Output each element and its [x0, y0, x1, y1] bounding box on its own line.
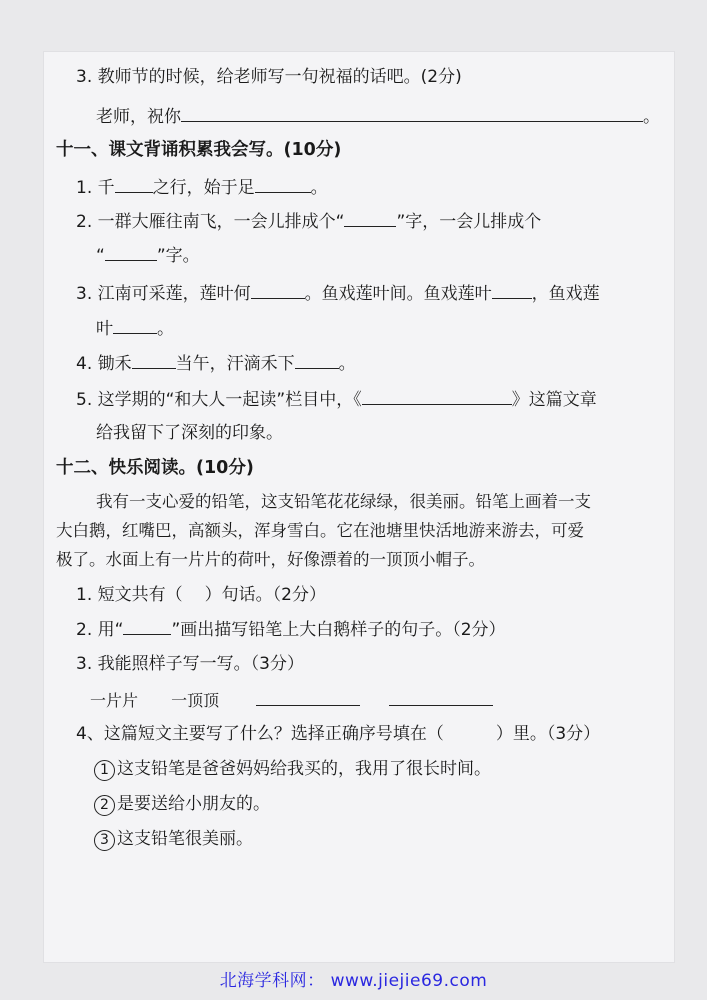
answer-blank[interactable] [105, 242, 157, 261]
question-11-4: 4. 锄禾 当午，汗滴禾下 。 [76, 350, 356, 376]
answer-blank[interactable] [251, 280, 305, 299]
question-12-4: 4、这篇短文主要写了什么？选择正确序号填在（ ）里。（3分） [76, 724, 601, 744]
question-12-1: 1. 短文共有（ ）句话。（2分） [76, 585, 326, 605]
answer-blank[interactable] [295, 350, 339, 369]
question-10-3: 3. 教师节的时候，给老师写一句祝福的话吧。(2分) [76, 67, 462, 87]
passage-line-2: 大白鹅，红嘴巴，高额头，浑身雪白。它在池塘里快活地游来游去，可爱 [56, 521, 584, 540]
footer-watermark: 北海学科网： www.jiejie69.com [219, 971, 488, 991]
section-11-heading: 十一、课文背诵积累我会写。(10分) [56, 140, 342, 160]
circled-number: 2 [94, 795, 115, 816]
option-3: 3 这支铅笔很美丽。 [94, 827, 253, 851]
circled-number: 1 [94, 760, 115, 781]
answer-blank[interactable] [362, 386, 512, 405]
answer-blank[interactable] [344, 208, 396, 227]
answer-blank[interactable] [181, 103, 643, 122]
question-11-3: 3. 江南可采莲，莲叶何 。鱼戏莲叶间。鱼戏莲叶 ，鱼戏莲 [76, 280, 600, 306]
question-12-3: 3. 我能照样子写一写。（3分） [76, 654, 304, 674]
answer-blank[interactable] [492, 280, 532, 299]
question-11-5: 5. 这学期的“和大人一起读”栏目中，《 》这篇文章 [76, 386, 597, 412]
passage-line-3: 极了。水面上有一片片的荷叶，好像漂着的一顶顶小帽子。 [56, 550, 485, 569]
example-row [90, 687, 493, 713]
question-11-2: 2. 一群大雁往南飞，一会儿排成个“ ”字，一会儿排成个 [76, 208, 541, 234]
section-12-heading: 十二、快乐阅读。(10分) [56, 458, 254, 478]
example-2: 一顶顶 [171, 691, 220, 710]
question-11-2-cont: “ ”字。 [96, 242, 200, 268]
circled-number: 3 [94, 830, 115, 851]
answer-blank[interactable] [113, 315, 157, 334]
question-11-5-cont: 给我留下了深刻的印象。 [96, 423, 283, 443]
answer-blank[interactable] [132, 350, 176, 369]
answer-blank[interactable] [389, 687, 493, 706]
answer-blank[interactable] [115, 174, 153, 193]
question-10-3-answer: 老师，祝你 。 [96, 103, 660, 129]
passage-line-1: 我有一支心爱的铅笔，这支铅笔花花绿绿，很美丽。铅笔上画着一支 [96, 492, 591, 511]
question-12-2: 2. 用“ ”画出描写铅笔上大白鹅样子的句子。（2分） [76, 616, 506, 642]
question-11-3-cont: 叶 。 [96, 315, 174, 341]
question-11-1: 1. 千 之行，始于足 。 [76, 174, 328, 200]
example-1: 一片片 [90, 691, 139, 710]
answer-blank[interactable] [255, 174, 311, 193]
underline-sample [123, 616, 171, 635]
answer-blank[interactable] [256, 687, 360, 706]
option-2: 2 是要送给小朋友的。 [94, 792, 270, 816]
option-1: 1 这支铅笔是爸爸妈妈给我买的，我用了很长时间。 [94, 757, 491, 781]
